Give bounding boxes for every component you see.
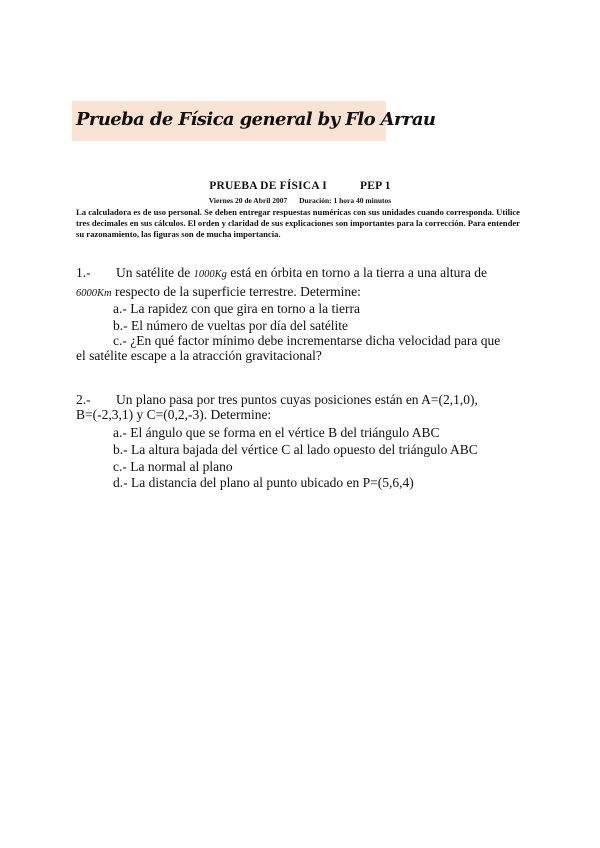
exam-instructions: La calculadora es de uso personal. Se deben entregar respuestas numéricas con sus unidades cuando corresponda. Utilice tres decimales en sus cálculos. El orden y claridad de sus explicaciones son importantes para la corrección. Para entender su razonamiento, las figuras son de mucha importancia. xyxy=(76,207,520,239)
exam-title-text: PRUEBA DE FÍSICA I xyxy=(209,180,327,192)
banner-title: Prueba de Física general by Flo Arrau xyxy=(76,109,436,130)
q1-line-2 xyxy=(76,284,361,300)
q2-number: 2.- xyxy=(76,392,91,407)
q1-item-c: c.- ¿En qué factor mínimo debe incrementarse dicha velocidad para que xyxy=(113,333,501,348)
q1-number: 1.- xyxy=(76,265,91,280)
q2-line-1 xyxy=(76,392,478,408)
exam-date: Viernes 20 de Abril 2007 xyxy=(208,196,288,205)
exam-title xyxy=(0,180,600,192)
q2-line-2: B=(-2,3,1) y C=(0,2,-3). Determine: xyxy=(76,407,272,422)
exam-code: PEP 1 xyxy=(360,180,391,192)
q2-item-d: d.- La distancia del plano al punto ubicado en P=(5,6,4) xyxy=(113,475,414,490)
q2-item-a: a.- El ángulo que se forma en el vértice B del triángulo ABC xyxy=(113,425,440,440)
q2-item-b: b.- La altura bajada del vértice C al lado opuesto del triángulo ABC xyxy=(113,442,478,457)
q2-text-1: Un plano pasa por tres puntos cuyas posiciones están en A=(2,1,0), xyxy=(116,392,478,407)
q1-height: 6000Km xyxy=(76,288,112,299)
q1-text-1b: está en órbita en torno a la tierra a una altura de xyxy=(226,265,488,280)
title-banner xyxy=(72,101,436,141)
q1-text-1a: Un satélite de xyxy=(116,265,194,280)
q1-item-b: b.- El número de vueltas por día del satélite xyxy=(113,318,349,333)
q1-item-c-cont: el satélite escape a la atracción gravitacional? xyxy=(76,348,322,363)
q1-text-2b: respecto de la superficie terrestre. Determine: xyxy=(111,284,361,299)
q1-item-a: a.- La rapidez con que gira en torno a la tierra xyxy=(113,301,360,316)
q1-line-1 xyxy=(76,265,487,281)
q1-mass: 1000Kg xyxy=(193,269,227,280)
exam-duration: Duración: 1 hora 40 minutos xyxy=(299,196,392,205)
exam-subtitle xyxy=(0,196,600,205)
q2-item-c: c.- La normal al plano xyxy=(113,459,233,474)
